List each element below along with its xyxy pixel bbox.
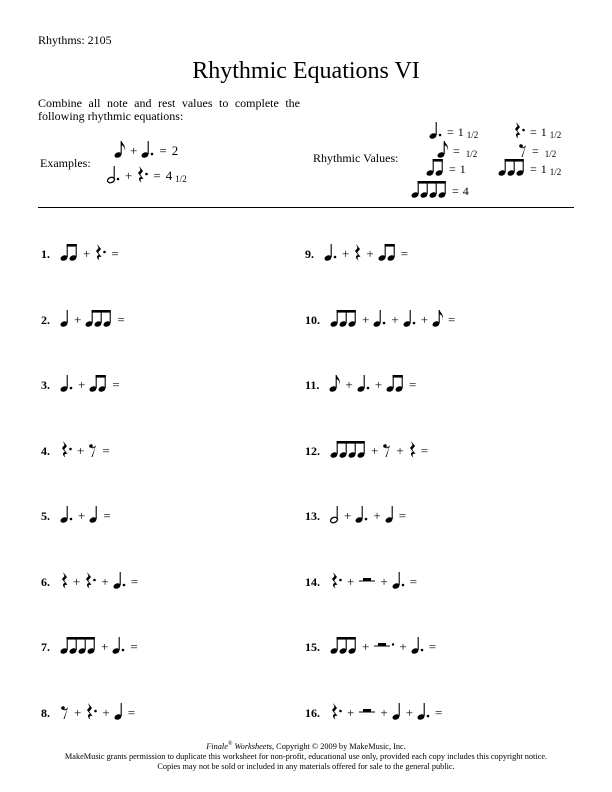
quarter-note-icon xyxy=(385,505,395,524)
dotted-quarter-note-icon xyxy=(324,243,338,262)
equals-sign: = xyxy=(448,311,456,327)
problem-13 xyxy=(305,505,409,524)
rhythmic-value-three-eighths xyxy=(497,158,561,177)
rhythmic-value-four-eighths xyxy=(410,180,469,199)
equals-sign: = xyxy=(453,144,460,158)
dotted-quarter-rest-icon xyxy=(84,571,97,590)
quarter-note-icon xyxy=(392,702,402,721)
three-beamed-eighths-icon xyxy=(330,636,358,655)
dotted-half-note-icon xyxy=(107,165,121,184)
half-note-icon xyxy=(330,505,340,524)
example-result: 2 xyxy=(171,143,179,158)
half-rest-icon xyxy=(358,702,376,721)
plus-sign: + xyxy=(362,639,370,654)
problem-3 xyxy=(41,374,123,393)
dotted-quarter-rest-icon xyxy=(330,571,343,590)
rhythmic-value-dotted-quarter-rest xyxy=(512,121,561,140)
equals-sign: = xyxy=(153,168,161,183)
problem-number: 10. xyxy=(305,312,320,327)
half-rest-icon xyxy=(358,571,376,590)
value-number: 4 xyxy=(462,184,469,198)
footer-worksheets: Worksheets xyxy=(232,741,273,751)
problem-1 xyxy=(41,243,122,262)
plus-sign: + xyxy=(405,704,414,720)
equals-sign: = xyxy=(130,639,138,654)
dotted-quarter-note-icon xyxy=(60,374,74,393)
equals-sign: = xyxy=(447,125,454,139)
plus-sign: + xyxy=(399,639,407,654)
footer-brand: Finale xyxy=(206,741,228,751)
eighth-note-icon xyxy=(114,140,126,159)
plus-sign: + xyxy=(347,573,355,589)
dotted-quarter-rest-icon xyxy=(330,702,343,721)
plus-sign: + xyxy=(396,442,404,458)
problem-number: 1. xyxy=(41,247,50,261)
three-beamed-eighths-icon xyxy=(85,309,113,328)
footer-reg: ® xyxy=(227,741,233,747)
equals-sign: = xyxy=(112,377,120,392)
problem-12 xyxy=(305,440,431,459)
dotted-quarter-note-icon xyxy=(113,571,127,590)
problem-4 xyxy=(41,440,113,459)
value-number: 1 xyxy=(540,125,547,139)
problem-5 xyxy=(41,505,114,524)
dotted-quarter-note-icon xyxy=(429,121,443,140)
equals-sign: = xyxy=(102,442,110,458)
problem-number: 3. xyxy=(41,378,50,392)
plus-sign: + xyxy=(78,377,86,392)
equals-sign: = xyxy=(117,311,125,327)
equals-sign: = xyxy=(398,508,407,523)
rhythmic-value-eighth xyxy=(436,140,477,159)
equals-sign: = xyxy=(409,377,417,392)
equals-sign: = xyxy=(103,508,111,523)
problem-number: 7. xyxy=(41,640,50,654)
plus-sign: + xyxy=(102,704,110,720)
plus-sign: + xyxy=(344,508,352,523)
problem-2 xyxy=(41,309,128,328)
eighth-note-icon xyxy=(437,140,449,159)
plus-sign: + xyxy=(362,311,370,327)
plus-sign: + xyxy=(373,508,381,523)
equals-sign: = xyxy=(127,704,136,720)
problem-16 xyxy=(305,702,445,721)
plus-sign: + xyxy=(130,143,138,158)
equals-sign: = xyxy=(111,246,119,261)
value-number: 1 xyxy=(457,125,464,139)
plus-sign: + xyxy=(391,311,399,327)
eighth-rest-icon xyxy=(88,440,98,459)
problem-number: 8. xyxy=(41,705,50,720)
problem-number: 2. xyxy=(41,312,50,327)
dotted-half-rest-icon xyxy=(373,636,395,655)
divider xyxy=(38,207,574,208)
three-beamed-eighths-icon xyxy=(498,158,526,177)
equals-sign: = xyxy=(532,144,539,158)
problem-number: 13. xyxy=(305,509,320,523)
plus-sign: + xyxy=(73,573,81,589)
plus-sign: + xyxy=(101,639,109,654)
dotted-quarter-note-icon xyxy=(373,309,387,328)
problem-number: 4. xyxy=(41,443,50,458)
problem-number: 9. xyxy=(305,247,314,261)
problem-number: 15. xyxy=(305,640,320,654)
fraction-half: 1/2 xyxy=(544,149,557,159)
dotted-quarter-note-icon xyxy=(417,702,431,721)
plus-sign: + xyxy=(347,704,355,720)
fraction-half: 1/2 xyxy=(466,130,479,140)
plus-sign: + xyxy=(77,442,85,458)
copyright-footer xyxy=(0,739,612,772)
plus-sign: + xyxy=(380,704,388,720)
equals-sign: = xyxy=(452,184,459,198)
problem-8 xyxy=(41,702,138,721)
rhythmic-value-dotted-quarter xyxy=(428,121,478,140)
rhythmic-value-two-eighths xyxy=(425,158,466,177)
quarter-rest-icon xyxy=(353,243,362,262)
example-result: 4 xyxy=(165,168,173,183)
two-beamed-eighths-icon xyxy=(386,374,405,393)
plus-sign: + xyxy=(74,311,82,327)
dotted-quarter-rest-icon xyxy=(513,121,526,140)
quarter-note-icon xyxy=(60,309,70,328)
four-beamed-eighths-icon xyxy=(330,440,367,459)
page-title: Rhythmic Equations VI xyxy=(192,58,420,84)
plus-sign: + xyxy=(125,168,133,183)
problem-number: 6. xyxy=(41,574,50,589)
dotted-quarter-note-icon xyxy=(357,374,371,393)
dotted-quarter-note-icon xyxy=(141,140,155,159)
dotted-quarter-rest-icon xyxy=(136,165,149,184)
eighth-note-icon xyxy=(432,309,444,328)
problem-number: 12. xyxy=(305,443,320,458)
eighth-rest-icon xyxy=(382,440,392,459)
equals-sign: = xyxy=(449,162,456,176)
plus-sign: + xyxy=(342,246,350,261)
plus-sign: + xyxy=(374,377,383,392)
eighth-rest-icon xyxy=(60,702,70,721)
four-beamed-eighths-icon xyxy=(411,180,448,199)
fraction-half: 1/2 xyxy=(465,149,478,159)
footer-copyright: , Copyright © 2009 by MakeMusic, Inc. xyxy=(272,741,406,751)
quarter-rest-icon xyxy=(408,440,417,459)
dotted-quarter-note-icon xyxy=(403,309,417,328)
equals-sign: = xyxy=(428,639,437,654)
plus-sign: + xyxy=(78,508,86,523)
footer-restriction: Copies may not be sold or included in any materials offered for sale to the general public. xyxy=(157,761,455,771)
dotted-quarter-note-icon xyxy=(411,636,425,655)
dotted-quarter-rest-icon xyxy=(94,243,107,262)
equals-sign: = xyxy=(409,573,418,589)
value-number: 1 xyxy=(459,162,466,176)
equals-sign: = xyxy=(420,442,429,458)
four-beamed-eighths-icon xyxy=(60,636,97,655)
plus-sign: + xyxy=(101,573,109,589)
problem-11 xyxy=(305,374,419,393)
quarter-note-icon xyxy=(114,702,124,721)
equals-sign: = xyxy=(130,573,139,589)
two-beamed-eighths-icon xyxy=(426,158,445,177)
dotted-quarter-note-icon xyxy=(112,636,126,655)
plus-sign: + xyxy=(371,442,379,458)
plus-sign: + xyxy=(366,246,374,261)
plus-sign: + xyxy=(74,704,82,720)
plus-sign: + xyxy=(420,311,429,327)
equals-sign: = xyxy=(530,125,537,139)
problem-10 xyxy=(305,309,458,328)
two-beamed-eighths-icon xyxy=(378,243,397,262)
dotted-quarter-rest-icon xyxy=(60,440,73,459)
dotted-quarter-note-icon xyxy=(60,505,74,524)
three-beamed-eighths-icon xyxy=(330,309,358,328)
problem-number: 5. xyxy=(41,509,50,523)
equals-sign: = xyxy=(530,162,537,176)
problem-15 xyxy=(305,636,439,655)
two-beamed-eighths-icon xyxy=(60,243,79,262)
footer-permission: MakeMusic grants permission to duplicate this worksheet for non-profit, educational use only, provided each copy includes this copyright notice. xyxy=(64,751,548,761)
plus-sign: + xyxy=(380,573,388,589)
problem-14 xyxy=(305,571,420,590)
eighth-note-icon xyxy=(329,374,341,393)
plus-sign: + xyxy=(83,246,91,261)
example-2 xyxy=(106,165,187,184)
fraction-half: 1/2 xyxy=(549,167,562,177)
problem-number: 14. xyxy=(305,574,320,589)
equals-sign: = xyxy=(435,704,443,720)
example-1 xyxy=(113,140,178,159)
two-beamed-eighths-icon xyxy=(89,374,108,393)
value-number: 1 xyxy=(540,162,547,176)
instructions: Combine all note and rest values to complete the following rhythmic equations: xyxy=(38,96,300,123)
dotted-quarter-note-icon xyxy=(392,571,406,590)
problem-6 xyxy=(41,571,141,590)
dotted-quarter-rest-icon xyxy=(85,702,98,721)
quarter-note-icon xyxy=(89,505,99,524)
problem-number: 16. xyxy=(305,705,320,720)
rhythmic-value-eighth-rest xyxy=(517,140,556,159)
worksheet-code: Rhythms: 2105 xyxy=(38,33,112,47)
problem-9 xyxy=(305,243,411,262)
plus-sign: + xyxy=(345,377,353,392)
equals-sign: = xyxy=(400,246,409,261)
quarter-rest-icon xyxy=(60,571,69,590)
problem-number: 11. xyxy=(305,378,320,392)
fraction-half: 1/2 xyxy=(549,130,562,140)
eighth-rest-icon xyxy=(518,140,528,159)
fraction-half: 1/2 xyxy=(175,174,187,184)
examples-label: Examples: xyxy=(40,156,91,170)
rhythmic-values-label: Rhythmic Values: xyxy=(313,151,399,165)
problem-7 xyxy=(41,636,141,655)
dotted-quarter-note-icon xyxy=(355,505,369,524)
equals-sign: = xyxy=(159,143,167,158)
